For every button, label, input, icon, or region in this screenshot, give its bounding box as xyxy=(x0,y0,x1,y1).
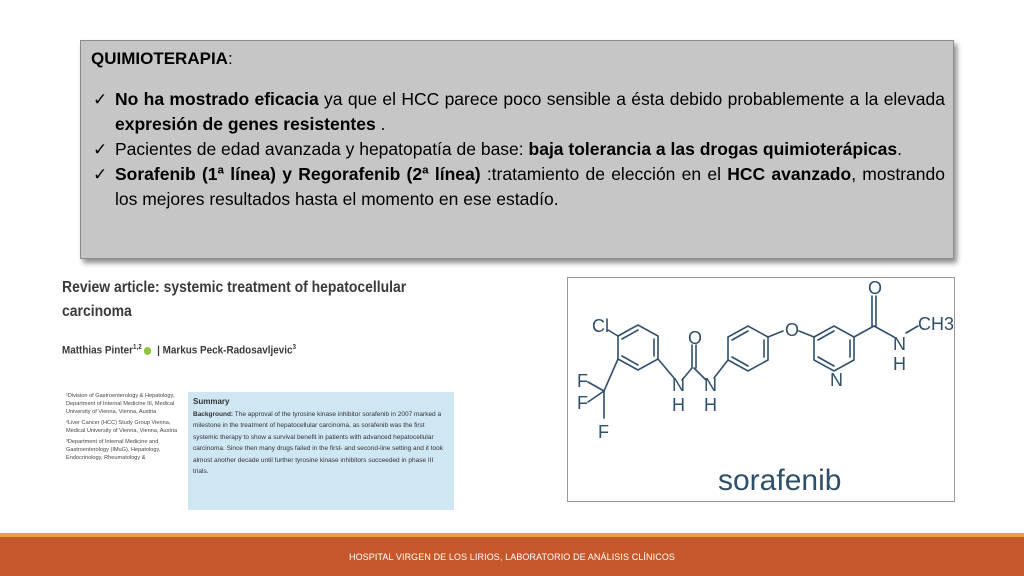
nitrogen-label: N xyxy=(672,375,685,395)
methyl-label: CH3 xyxy=(918,314,954,334)
fluorine-label: F xyxy=(598,422,609,442)
nitrogen-label: N xyxy=(893,334,906,354)
quimioterapia-textbox xyxy=(80,40,954,259)
hydrogen-label: H xyxy=(704,395,717,415)
molecule-name: sorafenib xyxy=(718,464,842,497)
footer-text: HOSPITAL VIRGEN DE LOS LIRIOS, LABORATORIO DE ANÁLISIS CLÍNICOS xyxy=(348,551,676,562)
sorafenib-molecule-diagram xyxy=(568,278,954,501)
bullet-item: ✓ No ha mostrado eficacia ya que el HCC parece poco sensible a ésta debido probablemente a la elevada expresión de genes resistentes . xyxy=(93,89,945,134)
summary-box xyxy=(188,392,454,510)
checkmark-icon: ✓ xyxy=(93,165,108,184)
summary-heading: Summary xyxy=(193,397,230,406)
article-title: Review article: systemic treatment of hepatocellular carcinoma xyxy=(62,279,407,320)
oxygen-label: O xyxy=(868,278,883,298)
hydrogen-label: H xyxy=(893,354,906,374)
nitrogen-label: N xyxy=(830,370,843,390)
review-article-excerpt xyxy=(62,276,456,510)
section-heading: QUIMIOTERAPIA: xyxy=(91,49,233,68)
hydrogen-label: H xyxy=(672,395,685,415)
orcid-icon xyxy=(144,347,151,355)
article-authors: Matthias Pinter$^{1,2}$ | Markus Peck-Radosavljevic$^3$ xyxy=(62,344,297,357)
summary-text: Background: The approval of the tyrosine kinase inhibitor sorafenib in 2007 marked a milestone in the treatment of hepatocellular carcinoma, as sorafenib was the first systemic therapy to show a survival benefit in patients with advanced hepatocellular carcinoma. Since then many drugs failed in the first- and second-line setting and it took almost another decade until further tyrosine kinase inhibitors succeeded in phase III trials. xyxy=(193,410,444,475)
oxygen-label: O xyxy=(785,320,800,340)
oxygen-label: O xyxy=(688,328,703,348)
sorafenib-structure-image xyxy=(567,277,955,502)
checkmark-icon: ✓ xyxy=(93,140,108,159)
footer-bar xyxy=(0,537,1024,576)
fluorine-label: F xyxy=(577,393,588,413)
nitrogen-label: N xyxy=(704,375,717,395)
bullet-list xyxy=(91,87,945,212)
fluorine-label: F xyxy=(577,371,588,391)
affiliations: ¹Division of Gastroenterology & Hepatology, Department of Internal Medicine III, Medical University of Vienna, Vienna, Austria ²Liver Cancer (HCC) Study Group Vienna, Medical University of Vienna, Vienna, Austria ³Department of Internal Medicine and Gastroenterology (IMuG), Hepatology, Endocrinology, Rheumatology & xyxy=(66,393,178,461)
checkmark-icon: ✓ xyxy=(93,90,108,109)
bullet-item: ✓ Sorafenib (1ª línea) y Regorafenib (2ª línea) :tratamiento de elección en el HCC avanzado, mostrando los mejores resultados hasta el momento en ese estadío. xyxy=(93,164,945,209)
bullet-item: ✓ Pacientes de edad avanzada y hepatopatía de base: baja tolerancia a las drogas quimioterápicas. xyxy=(91,137,945,162)
chlorine-label: Cl xyxy=(592,316,609,336)
